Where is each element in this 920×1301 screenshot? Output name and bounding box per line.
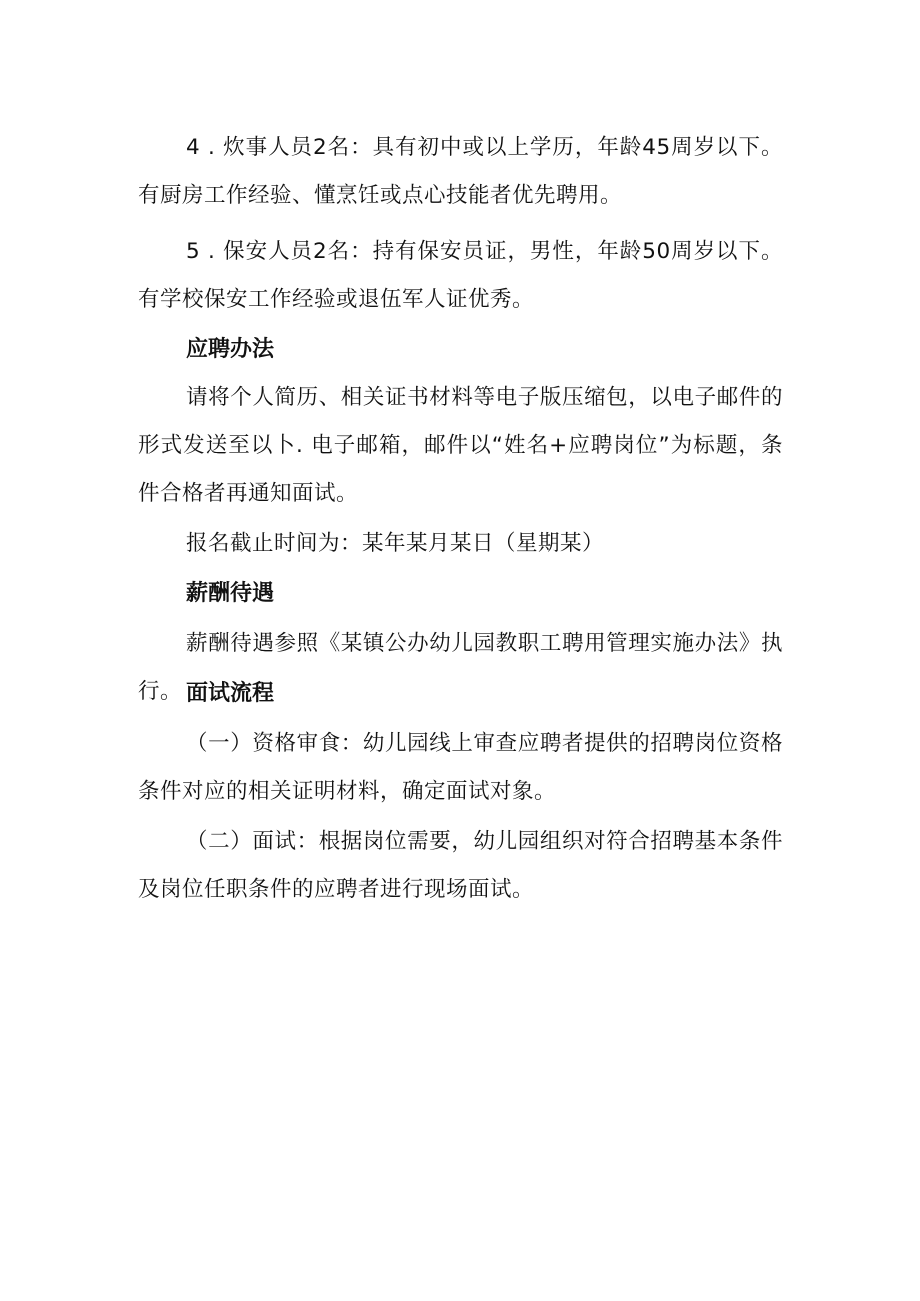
- paragraph-interview: （二）面试：根据岗位需要，幼儿园组织对符合招聘基本条件及岗位任职条件的应聘者进行现场面试。: [138, 829, 783, 902]
- section-heading-application: 应聘办法: [186, 337, 275, 362]
- section-heading-interview-process: 面试流程: [186, 681, 275, 706]
- section-heading-salary: 薪酬待遇: [186, 581, 275, 606]
- paragraph-qualification-review: （一）资格审食：幼儿园线上审查应聘者提供的招聘岗位资格条件对应的相关证明材料，确定面试对象。: [138, 731, 783, 804]
- paragraph-salary: 薪酬待遇参照《某镇公办幼儿园教职工聘用管理实施办法》执行。: [138, 631, 783, 704]
- paragraph-deadline: 报名截止时间为：某年某月某日（星期某）: [186, 531, 605, 556]
- paragraph-security-staff: 5 . 保安人员2名：持有保安员证，男性，年龄50周岁以下。有学校保安工作经验或退伍军人证优秀。: [138, 239, 783, 312]
- paragraph-cook-staff: 4 . 炊事人员2名：具有初中或以上学历，年龄45周岁以下。有厨房工作经验、懂烹饪或点心技能者优先聘用。: [138, 135, 783, 208]
- paragraph-application-method: 请将个人简历、相关证书材料等电子版压缩包，以电子邮件的形式发送至以卜. 电子邮箱，邮件以“姓名+应聘岗位”为标题，条件合格者再通知面试。: [138, 385, 783, 506]
